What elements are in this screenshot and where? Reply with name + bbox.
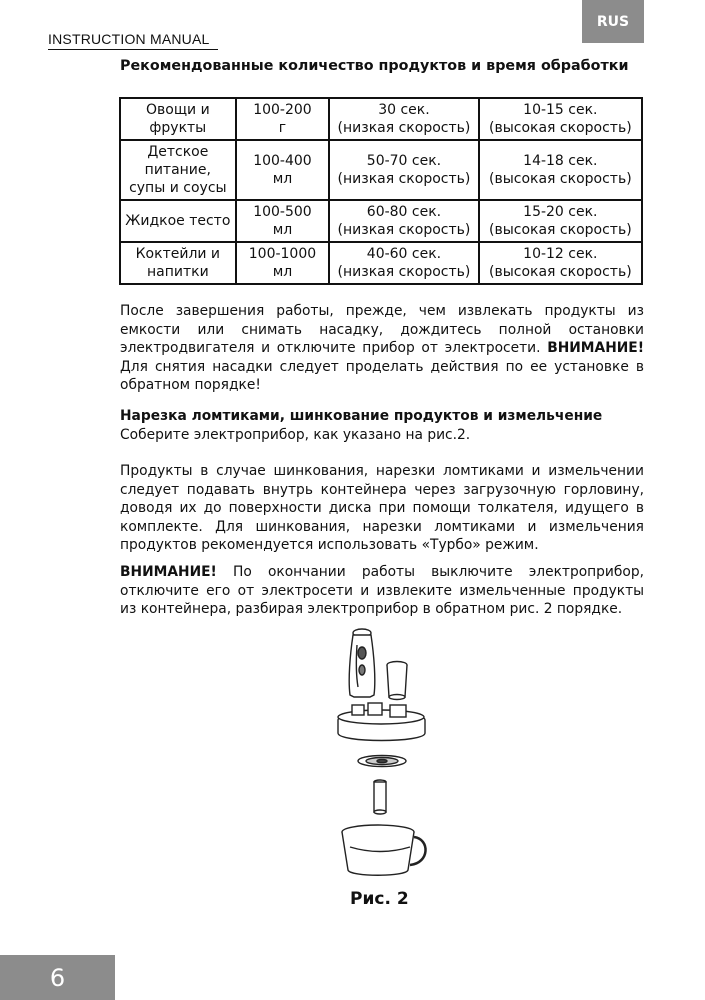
cell-line: фрукты [149,120,207,136]
cell-line: 14-18 сек. [523,153,598,169]
cell-line: (низкая скорость) [337,120,471,136]
cell-line: (высокая скорость) [488,171,632,187]
cell-line: 10-15 сек. [523,102,598,118]
cell-line: (высокая скорость) [488,222,632,238]
feeding-paragraph: Продукты в случае шинкования, нарезки ломтиками и измельчении следует подавать внутрь контейнера через загрузочную горловину, доводя их до поверхности диска при помощи толкателя, идущего в комплекте. Для шинкования, нарезки ломтиками и измельчения продуктов рекомендуется использовать «Турбо» режим. [120,463,644,553]
table-cell-time-high [479,140,642,200]
table-row [120,242,642,284]
cell-line: 100-400 [253,153,312,169]
cell-line: 50-70 сек. [366,153,442,169]
table-cell-time-high [479,200,642,242]
cell-line: г [278,120,287,136]
cell-line: 100-200 [253,102,312,118]
cell-line: (низкая скорость) [337,171,471,187]
cell-line: мл [272,222,293,238]
table-cell-time-high [479,242,642,284]
recommendation-table [119,97,643,285]
cell-line: 100-500 [253,204,312,220]
section-title: Рекомендованные количество продуктов и время обработки [120,58,629,74]
cell-line: супы и соусы [129,180,227,196]
cell-line: 10-12 сек. [523,246,598,262]
assembly-figure [330,625,440,880]
bowl-drawing [342,825,426,875]
figure-caption: Рис. 2 [350,889,409,909]
table-cell-time-low [329,200,478,242]
cell-line: Овощи и [146,102,210,118]
cell-line: 100-1000 [248,246,317,262]
table-cell-product [120,140,236,200]
warning-text-2: По окончании работы выключите электроприбор, отключите его от электросети и извлеките измельченные продукты из контейнера, разбирая электроприбор в обратном рис. 2 порядке. [120,564,644,617]
manual-header: INSTRUCTION MANUAL [48,31,210,47]
table-cell-time-low [329,98,478,140]
language-tab: RUS [582,0,644,43]
table-cell-time-high [479,98,642,140]
cell-line: мл [272,264,293,280]
lid-drawing [338,703,425,741]
motor-unit-drawing [349,629,375,697]
cell-line: (низкая скорость) [337,222,471,238]
after-use-paragraph [120,302,644,395]
blade-disc-drawing [358,756,406,767]
table-cell-amount [236,200,330,242]
cell-line: 60-80 сек. [366,204,442,220]
table-cell-product [120,98,236,140]
cell-line: питание, [144,162,211,178]
table-cell-amount [236,242,330,284]
slicing-paragraph [120,407,644,444]
cell-line: (низкая скорость) [337,264,471,280]
header-underline [48,49,218,50]
table-row [120,140,642,200]
cell-line: 15-20 сек. [523,204,598,220]
table-cell-time-low [329,242,478,284]
cell-line: (высокая скорость) [488,264,632,280]
warning-label: ВНИМАНИЕ! [547,340,645,356]
cell-line: Жидкое тесто [125,213,231,229]
table-cell-amount [236,98,330,140]
table-cell-product [120,200,236,242]
after-use-text: После завершения работы, прежде, чем извлекать продукты из емкости или снимать насадку, дождитесь полной остановки электродвигателя и отключите прибор от электросети. [120,303,644,356]
cell-line: напитки [146,264,209,280]
page-number: 6 [0,955,115,1000]
final-warning-paragraph [120,563,644,619]
spindle-drawing [374,780,386,814]
slicing-text: Соберите электроприбор, как указано на рис.2. [120,426,471,443]
warning-label-2: ВНИМАНИЕ! [120,564,217,580]
table-cell-time-low [329,140,478,200]
table-cell-product [120,242,236,284]
table-row [120,200,642,242]
warning-text: Для снятия насадки следует проделать действия по ее установке в обратном порядке! [120,358,644,393]
cell-line: 30 сек. [378,102,430,118]
cell-line: 40-60 сек. [366,246,442,262]
cell-line: мл [272,171,293,187]
pusher-drawing [387,662,407,700]
cell-line: Коктейли и [135,246,221,262]
cell-line: Детское [147,144,209,160]
table-row [120,98,642,140]
slicing-heading: Нарезка ломтиками, шинкование продуктов и измельчение [120,408,603,424]
table-cell-amount [236,140,330,200]
cell-line: (высокая скорость) [488,120,632,136]
